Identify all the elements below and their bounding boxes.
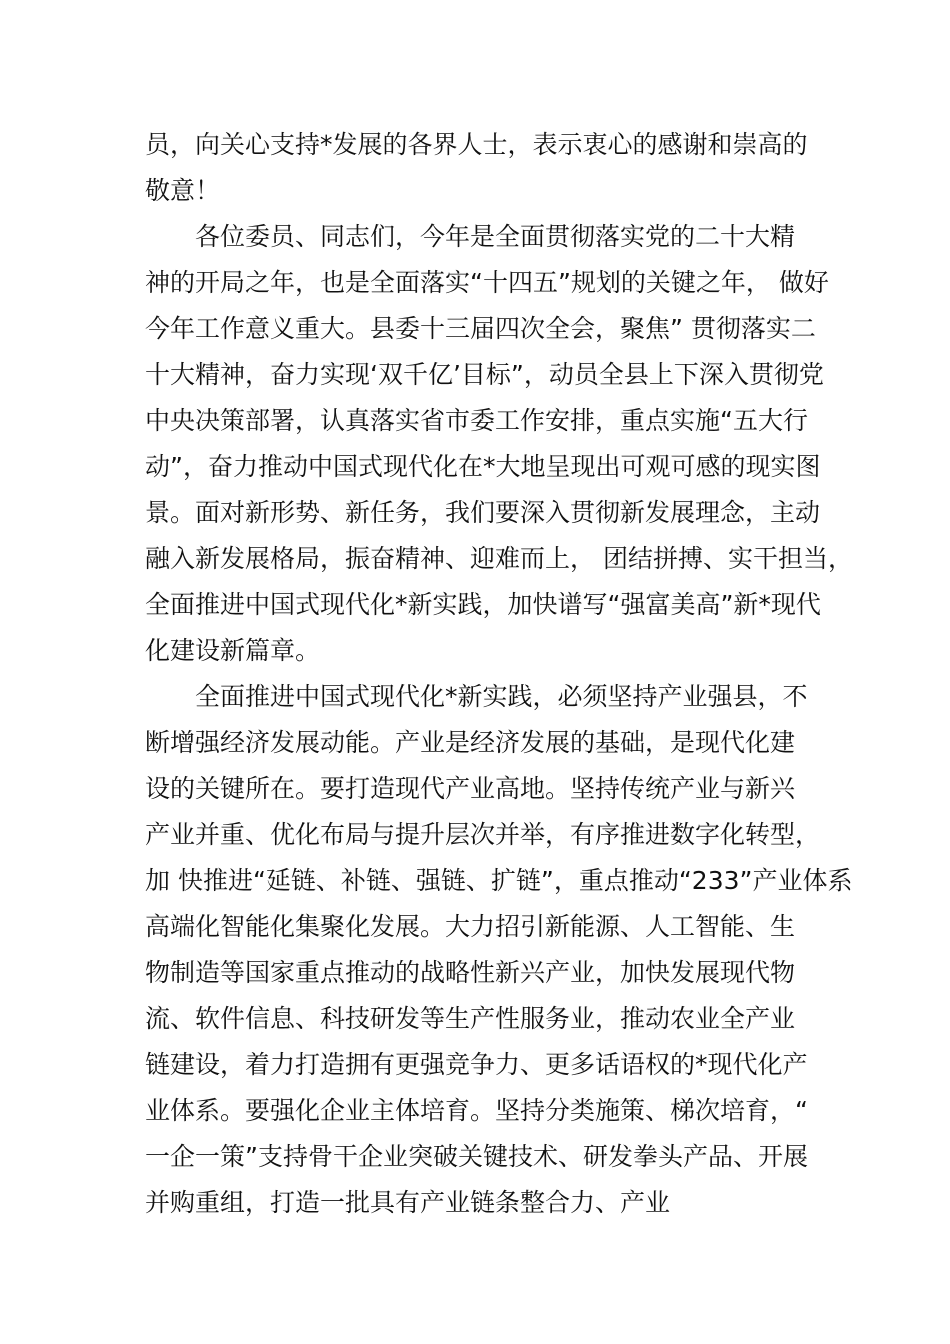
text-line: 中央决策部署，认真落实省市委工作安排，重点实施“五大行: [145, 406, 808, 435]
text-line: 动”，奋力推动中国式现代化在*大地呈现出可观可感的现实图: [145, 452, 821, 481]
text-line: 化建设新篇章。: [145, 636, 321, 665]
text-line: 十大精神，奋力实现‘双千亿’目标”，动员全县上下深入贯彻党: [145, 360, 824, 389]
text-line: 融入新发展格局，振奋精神、迎难而上， 团结拼搏、实干担当，: [145, 544, 853, 573]
text-line: 今年工作意义重大。县委十三届四次全会，聚焦” 贯彻落实二: [145, 314, 816, 343]
text-line: 一企一策”支持骨干企业突破关键技术、研发拳头产品、开展: [145, 1142, 808, 1171]
text-line: 员，向关心支持*发展的各界人士，表示衷心的感谢和崇高的: [145, 130, 808, 159]
text-line: 加 快推进“延链、补链、强链、扩链”，重点推动“233”产业体系: [145, 866, 853, 895]
text-line: 产业并重、优化布局与提升层次并举，有序推进数字化转型，: [145, 820, 821, 849]
text-line: 神的开局之年，也是全面落实“十四五”规划的关键之年， 做好: [145, 268, 829, 297]
text-line: 各位委员、同志们，今年是全面贯彻落实党的二十大精: [195, 222, 796, 251]
text-line: 高端化智能化集聚化发展。大力招引新能源、人工智能、生: [145, 912, 796, 941]
text-line: 并购重组，打造一批具有产业链条整合力、产业: [145, 1188, 671, 1217]
text-line: 景。面对新形势、新任务，我们要深入贯彻新发展理念，主动: [145, 498, 821, 527]
text-line: 设的关键所在。要打造现代产业高地。坚持传统产业与新兴: [145, 774, 796, 803]
text-line: 链建设，着力打造拥有更强竞争力、更多话语权的*现代化产: [145, 1050, 808, 1079]
text-line: 断增强经济发展动能。产业是经济发展的基础，是现代化建: [145, 728, 796, 757]
text-line: 敬意！: [145, 176, 221, 205]
text-line: 流、软件信息、科技研发等生产性服务业，推动农业全产业: [145, 1004, 796, 1033]
text-line: 物制造等国家重点推动的战略性新兴产业，加快发展现代物: [145, 958, 796, 987]
document-body: [145, 122, 853, 1226]
text-line: 全面推进中国式现代化*新实践，加快谱写“强富美高”新*现代: [145, 590, 821, 619]
text-line: 全面推进中国式现代化*新实践，必须坚持产业强县，不: [195, 682, 808, 711]
text-line: 业体系。要强化企业主体培育。坚持分类施策、梯次培育，“: [145, 1096, 808, 1125]
